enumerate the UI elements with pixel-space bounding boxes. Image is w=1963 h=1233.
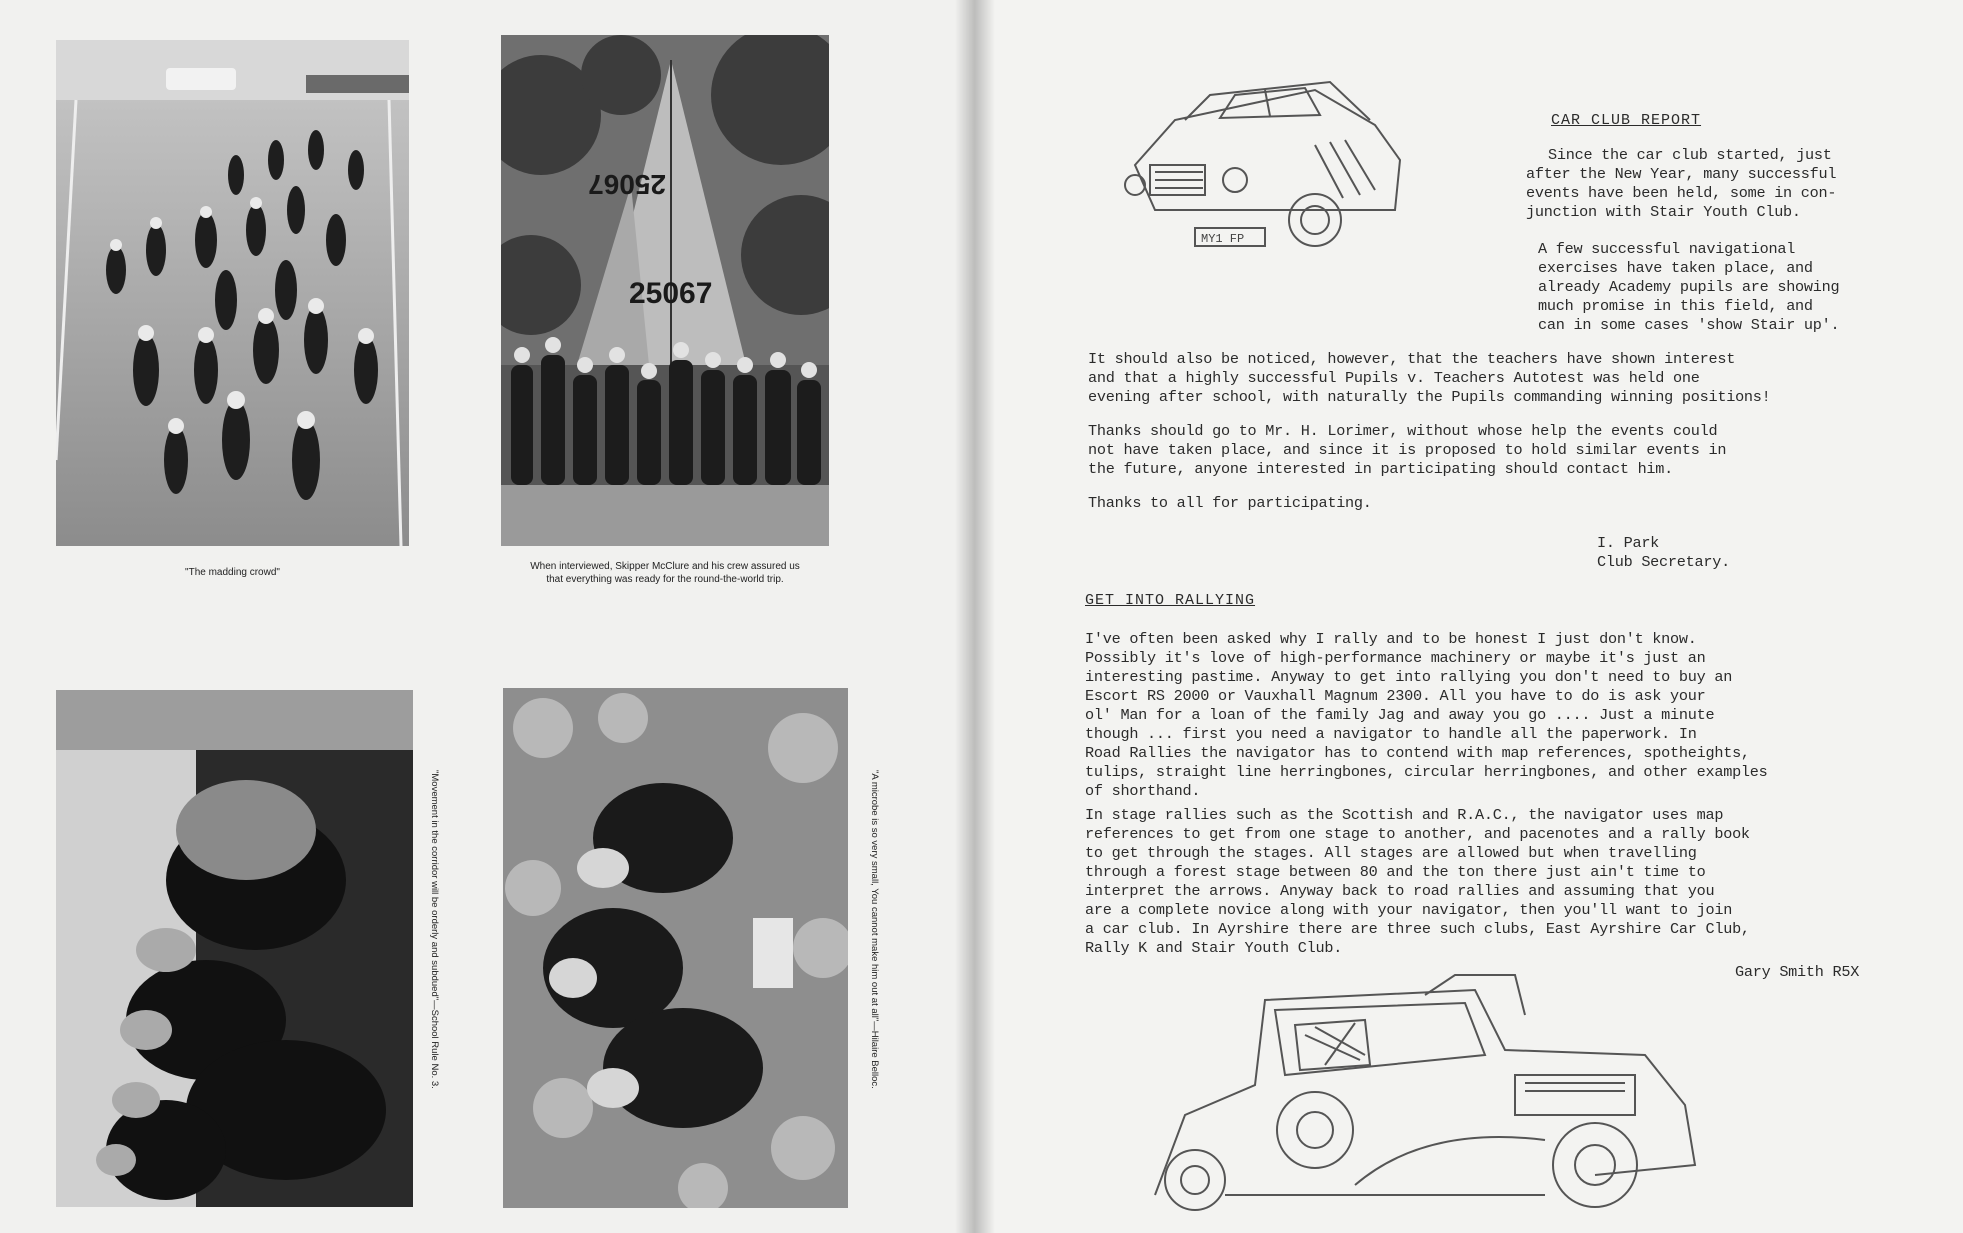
car-club-para2-line1: A few successful navigational bbox=[1538, 240, 1796, 258]
car-club-signature-title: Club Secretary. bbox=[1597, 553, 1730, 571]
vintage-car-sketch bbox=[1125, 965, 1715, 1225]
rallying-para2-line5: interpret the arrows. Anyway back to road rallies and assuming that you bbox=[1085, 882, 1715, 900]
sailboat-photo-image bbox=[501, 35, 829, 546]
rallying-para2-line1: In stage rallies such as the Scottish and R.A.C., the navigator uses map bbox=[1085, 806, 1724, 824]
car-club-para1-line3: events have been held, some in con- bbox=[1526, 184, 1837, 202]
left-page bbox=[0, 0, 975, 1233]
car-club-para3-line3: evening after school, with naturally the Pupils commanding winning positions! bbox=[1088, 388, 1771, 406]
photo-madding-crowd bbox=[56, 40, 409, 546]
rallying-para2-line6: are a complete novice along with your navigator, then you'll want to join bbox=[1085, 901, 1733, 919]
right-page bbox=[975, 0, 1963, 1233]
caption-sailboat-line1: When interviewed, Skipper McClure and his crew assured us bbox=[530, 561, 800, 572]
car-club-para2-line5: can in some cases 'show Stair up'. bbox=[1538, 316, 1840, 334]
car-club-para5: Thanks to all for participating. bbox=[1088, 494, 1372, 512]
car-club-para1-line1: Since the car club started, just bbox=[1548, 146, 1832, 164]
caption-corridor: "Movement in the corridor will be orderly and subdued"—School Rule No. 3. bbox=[429, 770, 440, 1089]
sail-number-upper: 25067 bbox=[588, 169, 666, 200]
car-number-plate: MY1 FP bbox=[1201, 232, 1245, 246]
rallying-para1-line8: tulips, straight line herringbones, circular herringbones, and other examples bbox=[1085, 763, 1768, 781]
microbe-photo-image bbox=[503, 688, 848, 1208]
car-club-para2-line2: exercises have taken place, and bbox=[1538, 259, 1813, 277]
caption-sailboat bbox=[501, 560, 829, 586]
car-club-para2-line3: already Academy pupils are showing bbox=[1538, 278, 1840, 296]
car-club-para1-line4: junction with Stair Youth Club. bbox=[1526, 203, 1801, 221]
car-club-para4-line1: Thanks should go to Mr. H. Lorimer, without whose help the events could bbox=[1088, 422, 1718, 440]
car-club-signature-name: I. Park bbox=[1597, 534, 1660, 552]
photo-sailboat-crew bbox=[501, 35, 829, 546]
rallying-para1-line1: I've often been asked why I rally and to be honest I just don't know. bbox=[1085, 630, 1697, 648]
car-club-para1-line2: after the New Year, many successful bbox=[1526, 165, 1837, 183]
rallying-para1-line9: of shorthand. bbox=[1085, 782, 1201, 800]
rallying-para2-line8: Rally K and Stair Youth Club. bbox=[1085, 939, 1343, 957]
car-sketch-top bbox=[1115, 70, 1415, 270]
corridor-photo-image bbox=[56, 690, 413, 1207]
sail-number-lower: 25067 bbox=[629, 277, 713, 310]
rallying-para2-line3: to get through the stages. All stages are allowed but when travelling bbox=[1085, 844, 1697, 862]
caption-sailboat-line2: that everything was ready for the round-the-world trip. bbox=[546, 574, 784, 585]
rallying-para2-line7: a car club. In Ayrshire there are three such clubs, East Ayrshire Car Club, bbox=[1085, 920, 1750, 938]
car-club-para3-line2: and that a highly successful Pupils v. Teachers Autotest was held one bbox=[1088, 369, 1700, 387]
photo-corridor bbox=[56, 690, 413, 1207]
rallying-heading: GET INTO RALLYING bbox=[1085, 592, 1256, 609]
rallying-para1-line4: Escort RS 2000 or Vauxhall Magnum 2300. All you have to do is ask your bbox=[1085, 687, 1706, 705]
car-club-heading: CAR CLUB REPORT bbox=[1551, 112, 1702, 129]
rallying-para1-line5: ol' Man for a loan of the family Jag and away you go .... Just a minute bbox=[1085, 706, 1715, 724]
car-club-para4-line3: the future, anyone interested in participating should contact him. bbox=[1088, 460, 1674, 478]
crowd-photo-image bbox=[56, 40, 409, 546]
rallying-para1-line7: Road Rallies the navigator has to contend with map references, spotheights, bbox=[1085, 744, 1750, 762]
rallying-para1-line6: though ... first you need a navigator to handle all the paperwork. In bbox=[1085, 725, 1697, 743]
rallying-para1-line3: interesting pastime. Anyway to get into rallying you don't need to buy an bbox=[1085, 668, 1733, 686]
rallying-para1-line2: Possibly it's love of high-performance machinery or maybe it's just an bbox=[1085, 649, 1706, 667]
car-club-para4-line2: not have taken place, and since it is proposed to hold similar events in bbox=[1088, 441, 1727, 459]
caption-microbe: "A microbe is so very small, You cannot make him out at all"—Hilaire Belloc. bbox=[869, 770, 880, 1089]
rallying-para2-line4: through a forest stage between 80 and the ton there just ain't time to bbox=[1085, 863, 1706, 881]
car-club-para2-line4: much promise in this field, and bbox=[1538, 297, 1813, 315]
caption-madding-crowd: "The madding crowd" bbox=[185, 567, 280, 578]
photo-microscope-group bbox=[503, 688, 848, 1208]
car-club-para3-line1: It should also be noticed, however, that the teachers have shown interest bbox=[1088, 350, 1736, 368]
page-gutter bbox=[955, 0, 995, 1233]
rallying-signature: Gary Smith R5X bbox=[1735, 963, 1860, 981]
rallying-para2-line2: references to get from one stage to another, and pacenotes and a rally book bbox=[1085, 825, 1750, 843]
